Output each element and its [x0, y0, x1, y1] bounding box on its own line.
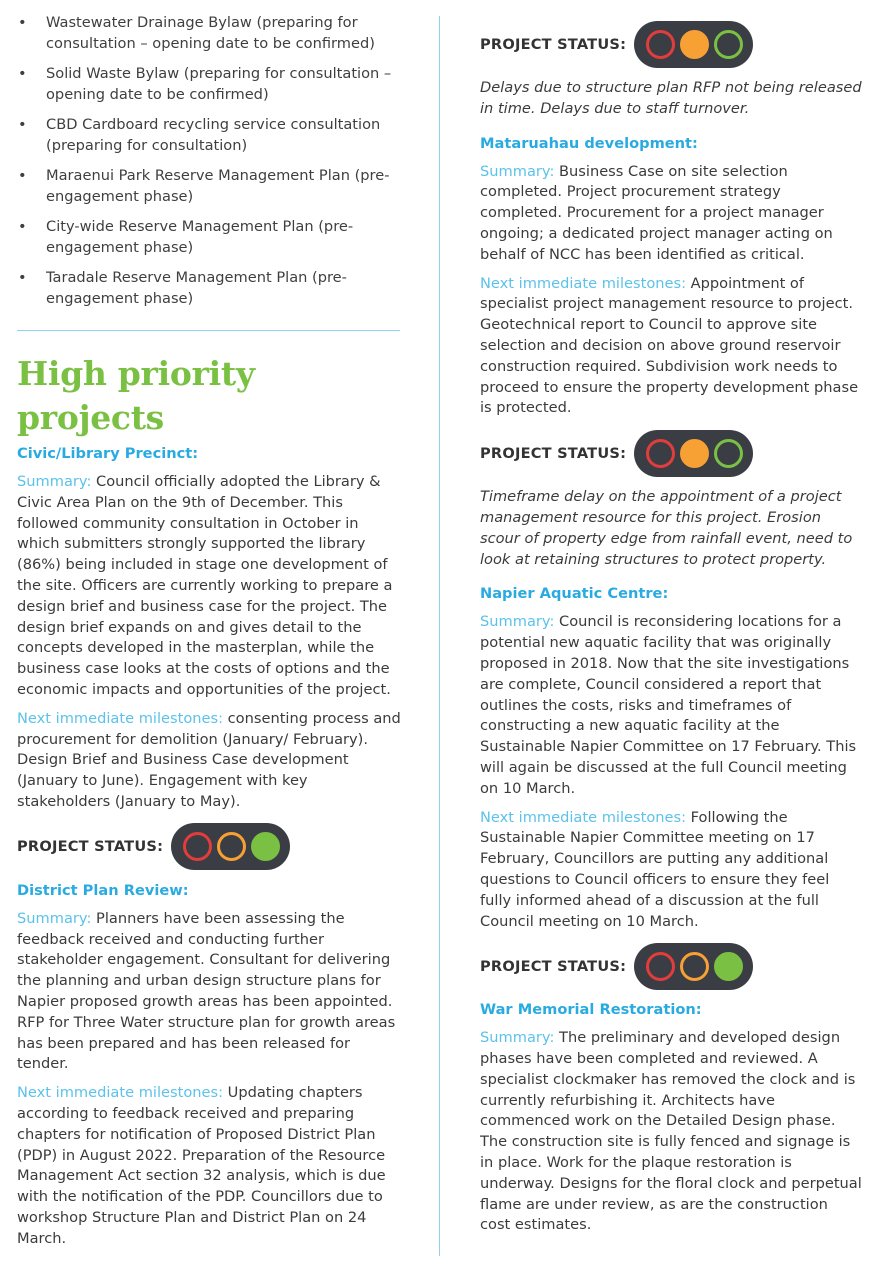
project-summary: Summary: Council is reconsidering locations for a potential new aquatic facility that was originally proposed in 2018. Now that the site investigations are complete, Council considered a report that outlines the costs, risks and timeframes of constructing a new aquatic facility at the Sustainable Napier Committee on 17 February. This will again be discussed at the full Council meeting on 10 March. [480, 613, 857, 797]
status-label: PROJECT STATUS: [480, 957, 627, 975]
bullet-icon: • [18, 14, 27, 31]
list-item: • Taradale Reserve Management Plan (pre-engagement phase) [18, 269, 347, 307]
project-milestones: Next immediate milestones: Following the Sustainable Napier Committee meeting on 17 February, Councillors are putting any additional questions to Council officers to ensure they feel fully informed ahead of a discussion at the full Council meeting on 10 March. [480, 808, 830, 930]
green-light-icon [714, 439, 743, 468]
list-item: • City-wide Reserve Management Plan (pre-engagement phase) [18, 218, 354, 256]
amber-light-icon [217, 832, 246, 861]
status-label: PROJECT STATUS: [480, 444, 627, 462]
list-item: • Wastewater Drainage Bylaw (preparing for consultation – opening date to be confirmed) [18, 14, 375, 52]
project-summary: Summary: Business Case on site selection completed. Project procurement strategy completed. Procurement for a project manager ongoing; a dedicated project manager acting on behalf of NCC has been identified as critical. [480, 162, 833, 263]
project-title-aquatic: Napier Aquatic Centre: [480, 585, 669, 603]
consultation-list [17, 12, 402, 309]
section-divider [17, 330, 400, 331]
green-light-icon [714, 952, 743, 981]
bullet-icon: • [18, 269, 27, 286]
traffic-light-icon [171, 823, 290, 870]
summary-label: Summary: [480, 162, 555, 180]
bullet-icon: • [18, 65, 27, 82]
traffic-light-icon [634, 943, 753, 990]
status-note: Delays due to structure plan RFP not being released in time. Delays due to staff turnover. [480, 79, 862, 117]
green-light-icon [251, 832, 280, 861]
amber-light-icon [680, 952, 709, 981]
list-item: • Maraenui Park Reserve Management Plan (pre-engagement phase) [18, 167, 390, 205]
milestones-label: Next immediate milestones: [480, 274, 687, 292]
project-milestones: Next immediate milestones: Appointment of specialist project management resource to project. Geotechnical report to Council to approve site selection and decision on above ground reservoir construction required. Subdivision work needs to proceed to ensure the property development phase is protected. [480, 274, 859, 417]
left-column [17, 12, 402, 1258]
section-heading: High priority projects [17, 354, 255, 437]
milestones-label: Next immediate milestones: [17, 1084, 224, 1102]
summary-label: Summary: [17, 473, 92, 490]
project-milestones: Next immediate milestones: consenting process and procurement for demolition (January/ February). Design Brief and Business Case development (January to June). Engagement with key stakeholders (January to May). [17, 709, 401, 810]
milestones-label: Next immediate milestones: [17, 709, 224, 727]
summary-label: Summary: [480, 1029, 555, 1047]
bullet-icon: • [18, 167, 27, 184]
project-title-mataruahau: Mataruahau development: [480, 134, 698, 152]
traffic-light-icon [634, 21, 753, 68]
milestones-label: Next immediate milestones: [480, 808, 687, 826]
project-summary: Summary: Council officially adopted the Library & Civic Area Plan on the 9th of December. This followed community consultation in October in which submitters strongly supported the library (86%) being included in stage one development of the site. Officers are currently working to prepare a design brief and business case for the project. The design brief expands on and gives detail to the concepts developed in the masterplan, while the business case looks at the costs of options and the economic impacts and opportunities of the project. [17, 473, 393, 698]
amber-light-icon [680, 30, 709, 59]
project-title-war-memorial: War Memorial Restoration: [480, 1001, 702, 1019]
project-status-civic [17, 823, 402, 871]
project-milestones: Next immediate milestones: Updating chapters according to feedback received and preparing chapters for notification of Proposed District Plan (PDP) in August 2022. Preparation of the Resource Management Act section 32 analysis, which is due with the notification of the PDP. Councillors due to workshop Structure Plan and District Plan on 24 March. [17, 1084, 386, 1247]
list-item: • CBD Cardboard recycling service consultation (preparing for consultation) [18, 116, 381, 154]
right-column [480, 20, 862, 1244]
project-status-district [480, 20, 862, 68]
bullet-icon: • [18, 218, 27, 235]
green-light-icon [714, 30, 743, 59]
status-note: Timeframe delay on the appointment of a project management resource for this project. Erosion scour of property edge from rainfall event, need to look at retaining structures to protect property. [480, 488, 853, 568]
amber-light-icon [680, 439, 709, 468]
red-light-icon [183, 832, 212, 861]
red-light-icon [646, 952, 675, 981]
traffic-light-icon [634, 430, 753, 477]
project-title-district: District Plan Review: [17, 881, 189, 899]
project-status-mataruahau [480, 429, 862, 477]
project-status-aquatic [480, 942, 862, 990]
summary-label: Summary: [480, 613, 555, 631]
summary-label: Summary: [17, 909, 92, 927]
list-item: • Solid Waste Bylaw (preparing for consultation – opening date to be confirmed) [18, 65, 392, 103]
project-summary: Summary: Planners have been assessing the feedback received and conducting further stakeholder engagement. Consultant for delivering the planning and urban design structure plans for Napier proposed growth areas has been appointed. RFP for Three Water structure plan for growth areas has been prepared and has been released for tender. [17, 909, 396, 1073]
red-light-icon [646, 439, 675, 468]
status-label: PROJECT STATUS: [17, 838, 164, 856]
column-divider [439, 16, 440, 1256]
status-label: PROJECT STATUS: [480, 35, 627, 53]
project-title-civic: Civic/Library Precinct: [17, 445, 199, 462]
project-summary: Summary: The preliminary and developed design phases have been completed and reviewed. A specialist clockmaker has removed the clock and is currently refurbishing it. Architects have commenced work on the Detailed Design phase. The construction site is fully fenced and signage is in place. Work for the plaque restoration is underway. Designs for the floral clock and perpetual flame are under review, as are the construction cost estimates. [480, 1029, 862, 1234]
bullet-icon: • [18, 116, 27, 133]
red-light-icon [646, 30, 675, 59]
